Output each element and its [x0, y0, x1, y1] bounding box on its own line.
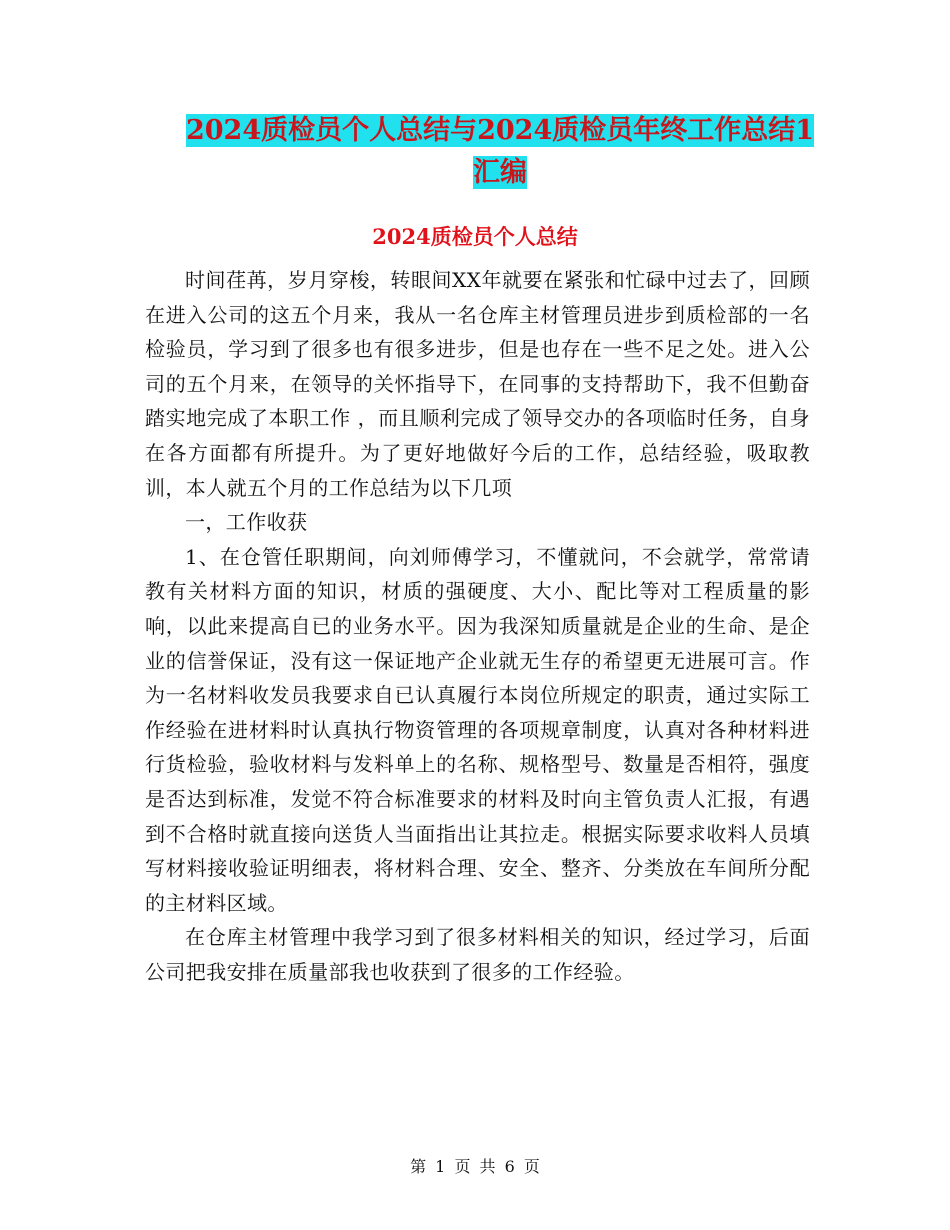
body-text: [145, 263, 810, 989]
paragraph-item-1: 1、在仓管任职期间，向刘师傅学习，不懂就问，不会就学，常常请教有关材料方面的知识，材质的强硬度、大小、配比等对工程质量的影响，以此来提高自已的业务水平。因为我深知质量就是企业的生命、是企业的信誉保证，没有这一保证地产企业就无生存的希望更无进展可言。作为一名材料收发员我要求自已认真履行本岗位所规定的职责，通过实际工作经验在进材料时认真执行物资管理的各项规章制度，认真对各种材料进行货检验，验收材料与发料单上的名称、规格型号、数量是否相符，强度是否达到标准，发觉不符合标准要求的材料及时向主管负责人汇报，有遇到不合格时就直接向送货人当面指出让其拉走。根据实际要求收料人员填写材料接收验证明细表，将材料合理、安全、整齐、分类放在车间所分配的主材料区域。: [145, 544, 810, 915]
document-title: [180, 110, 820, 194]
paragraph-intro: 时间荏苒，岁月穿梭，转眼间XX年就要在紧张和忙碌中过去了，回顾在进入公司的这五个月来，我从一名仓库主材管理员进步到质检部的一名检验员，学习到了很多也有很多进步，但是也存在一些不足之处。进入公司的五个月来，在领导的关怀指导下，在同事的支持帮助下，我不但勤奋踏实地完成了本职工作 ，而且顺利完成了领导交办的各项临时任务，自身在各方面都有所提升。为了更好地做好今后的工作，总结经验，吸取教训，本人就五个月的工作总结为以下几项: [145, 268, 810, 500]
document-title-text: 2024质检员个人总结与2024质检员年终工作总结1汇编: [185, 115, 815, 188]
paragraph-closing: 在仓库主材管理中我学习到了很多材料相关的知识，经过学习，后面公司把我安排在质量部我也收获到了很多的工作经验。: [145, 925, 810, 984]
section-title: 2024质检员个人总结: [372, 224, 578, 249]
paragraph-heading-gains: 一，工作收获: [185, 510, 308, 535]
page-footer: 第 1 页 共 6 页: [410, 1157, 540, 1176]
